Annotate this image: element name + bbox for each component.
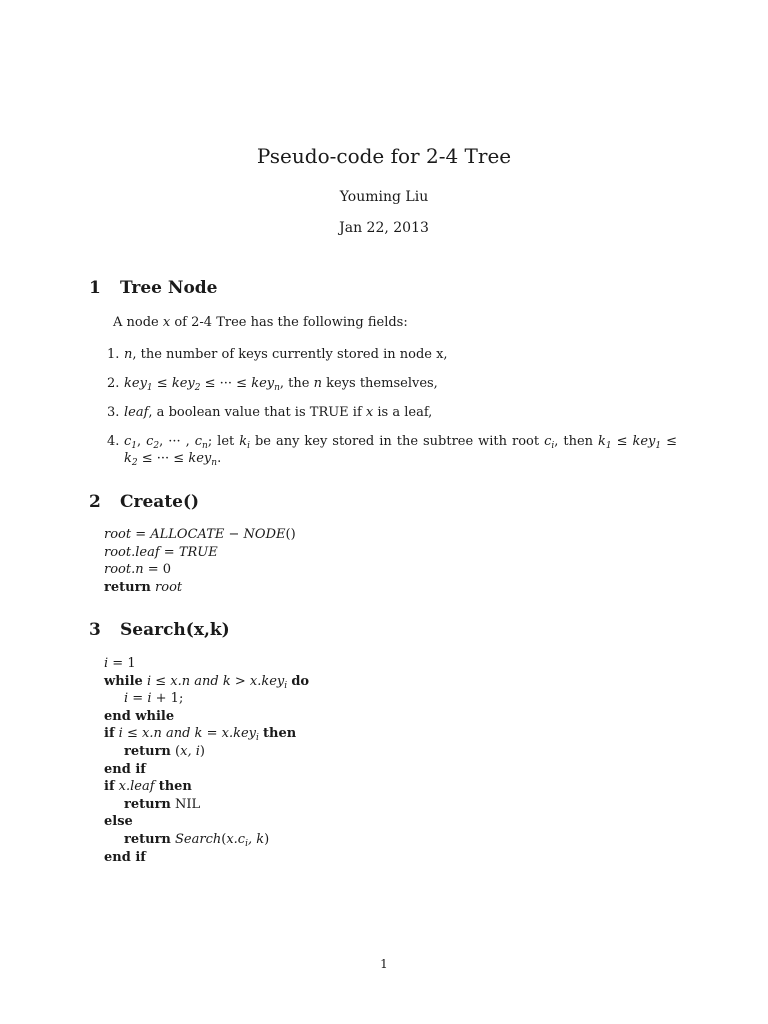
section-1-number: 1 (89, 278, 101, 298)
code-line: root.leaf = TRUE (104, 544, 218, 560)
code-line: else (104, 814, 133, 830)
list-item (107, 433, 677, 469)
section-3-title: Search(x,k) (120, 620, 230, 640)
code-line: if x.leaf then (104, 779, 192, 795)
paper-title: Pseudo-code for 2-4 Tree (256, 144, 512, 168)
code-line: return $Search(x.c_i$, k) (124, 831, 270, 849)
code-line: end while (104, 708, 175, 724)
intro-text-b: of 2-4 Tree has the following fields: (170, 315, 408, 330)
section-2-title: Create() (120, 492, 200, 512)
list-item-number: 4. (107, 434, 120, 449)
list-item-number: 3. (107, 405, 120, 420)
search-pseudocode (104, 655, 309, 866)
code-line: i = 1 (104, 656, 136, 671)
code-line: root.n = 0 (104, 562, 172, 578)
intro-var: x (162, 315, 171, 330)
section-1-title: Tree Node (120, 278, 218, 298)
tree-node-intro (113, 314, 408, 331)
code-line: return root (104, 579, 183, 595)
field-var: n (124, 347, 133, 362)
code-line: return (x, i) (124, 743, 205, 759)
section-3-number: 3 (89, 620, 101, 640)
section-2-number: 2 (89, 492, 101, 512)
code-line: return NIL (124, 796, 201, 812)
list-item-number: 1. (107, 347, 120, 362)
date: Jan 22, 2013 (339, 220, 429, 236)
list-item-number: 2. (107, 376, 120, 391)
code-line: root = ALLOCATE − NODE() (104, 527, 296, 542)
code-line: end if (104, 761, 146, 777)
code-line: end if (104, 849, 146, 865)
list-item-text: n, the number of keys currently stored in node x, (124, 347, 448, 362)
page-number: 1 (380, 957, 388, 971)
create-pseudocode (104, 526, 296, 596)
intro-text-a: A node (113, 315, 163, 330)
author: Youming Liu (339, 189, 429, 205)
list-item-text: key$_1$ ≤ key$_2$ ≤ ··· ≤ key$_n$, the n keys themselves, (124, 376, 438, 393)
list-item (107, 404, 677, 421)
code-line: while i ≤ x.n and k > x.key$_i$ do (104, 673, 310, 691)
list-item-text: $c_1$, $c_2$, ··· , $c_n$; let $k_i$ be any key stored in the subtree with root $c_i$, then $k_1 \le key_1 \le k_2$ ≤ ··· ≤ key$_n$. (124, 434, 677, 468)
list-item-text: leaf, a boolean value that is TRUE if x is a leaf, (124, 405, 433, 420)
code-line: i = i + 1; (124, 691, 184, 707)
list-item (107, 346, 677, 363)
code-line: if i ≤ x.n and k = x.key$_i$ then (104, 726, 297, 744)
list-item (107, 375, 677, 392)
